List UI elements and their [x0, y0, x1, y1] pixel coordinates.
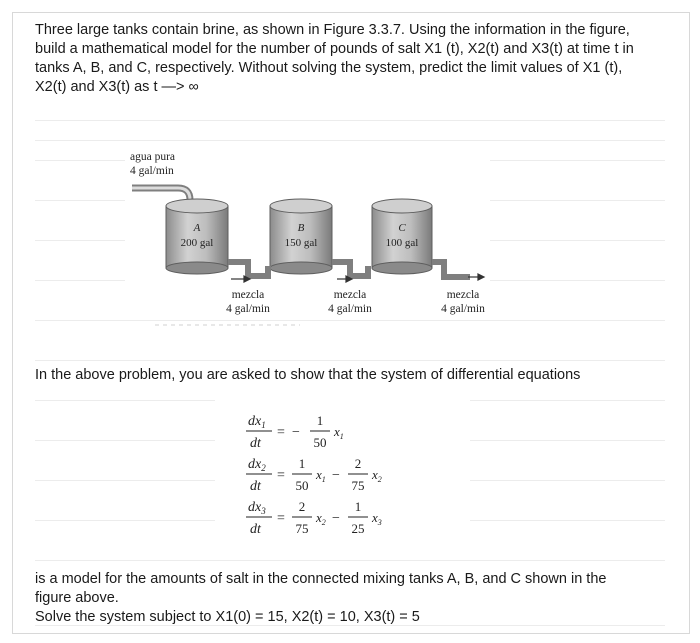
outro-text	[35, 570, 665, 627]
flow-3-label: mezcla	[446, 289, 480, 301]
svg-text:=: =	[277, 511, 285, 526]
pipe-a-b	[228, 262, 268, 276]
svg-text:2: 2	[354, 456, 362, 471]
svg-text:−: −	[292, 425, 300, 440]
inflow-label: agua pura	[130, 151, 176, 163]
flow-2-label: mezcla	[333, 289, 367, 301]
tank-a-volume: 200 gal	[180, 237, 214, 249]
equation-1	[246, 413, 344, 451]
tank-c-volume: 100 gal	[385, 237, 419, 249]
tank-b-volume: 150 gal	[284, 237, 318, 249]
tank-b-letter: B	[297, 222, 305, 234]
svg-text:1: 1	[298, 456, 306, 471]
svg-text:−: −	[332, 468, 340, 483]
pipe-b-c	[332, 262, 368, 276]
outflow-pipe	[432, 262, 470, 277]
flow-arrow-3-icon	[478, 274, 484, 280]
svg-text:dt: dt	[250, 522, 261, 537]
svg-text:x2: $x_2$	[372, 467, 382, 484]
svg-text:1: 1	[316, 413, 324, 428]
svg-text:dt: dt	[250, 436, 261, 451]
problem-line-3: tanks A, B, and C, respectively. Without solving the system, predict the limit values of X1 (t),	[35, 60, 623, 76]
flow-2-rate: 4 gal/min	[328, 303, 372, 315]
flow-1-label: mezcla	[231, 289, 265, 301]
svg-text:dt: dt	[250, 479, 261, 494]
flow-1-rate: 4 gal/min	[226, 303, 270, 315]
outro-line-3: Solve the system subject to X1(0) = 15, X2(t) = 10, X3(t) = 5	[35, 609, 420, 625]
differential-equations	[230, 405, 450, 545]
intro-text	[35, 366, 665, 385]
problem-line-2: build a mathematical model for the number of pounds of salt X1 (t), X2(t) and X3(t) at time t in	[35, 41, 634, 57]
problem-line-1: Three large tanks contain brine, as shown in Figure 3.3.7. Using the information in the figure,	[35, 22, 630, 38]
outro-line-1: is a model for the amounts of salt in the connected mixing tanks A, B, and C shown in the	[35, 571, 607, 587]
svg-text:x1: $x_1$	[316, 467, 326, 484]
tank-c-letter: C	[398, 222, 406, 234]
equation-3	[246, 499, 382, 537]
equation-2	[246, 456, 382, 494]
svg-text:75: 75	[295, 521, 309, 536]
problem-line-4: X2(t) and X3(t) as t —> ∞	[35, 79, 199, 95]
svg-text:−: −	[332, 511, 340, 526]
inflow-rate: 4 gal/min	[130, 165, 174, 177]
outro-line-2: figure above.	[35, 590, 119, 606]
svg-text:1: 1	[354, 499, 362, 514]
svg-text:dx3: $dx_3$	[248, 500, 266, 516]
svg-text:50: 50	[295, 478, 309, 493]
intro-line: In the above problem, you are asked to show that the system of differential equations	[35, 367, 581, 383]
svg-text:x2: $x_2$	[316, 510, 326, 527]
svg-text:x1: $x_1$	[334, 424, 344, 441]
svg-text:=: =	[277, 425, 285, 440]
svg-text:75: 75	[351, 478, 365, 493]
svg-text:dx2: $dx_2$	[248, 457, 266, 473]
svg-text:2: 2	[298, 499, 306, 514]
svg-text:50: 50	[313, 435, 327, 450]
svg-text:25: 25	[351, 521, 365, 536]
svg-text:x3: $x_3$	[372, 510, 382, 527]
flow-3-rate: 4 gal/min	[441, 303, 485, 315]
tank-a-letter: A	[193, 222, 201, 234]
svg-text:dx1: $dx_1$	[248, 414, 266, 430]
svg-text:=: =	[277, 468, 285, 483]
